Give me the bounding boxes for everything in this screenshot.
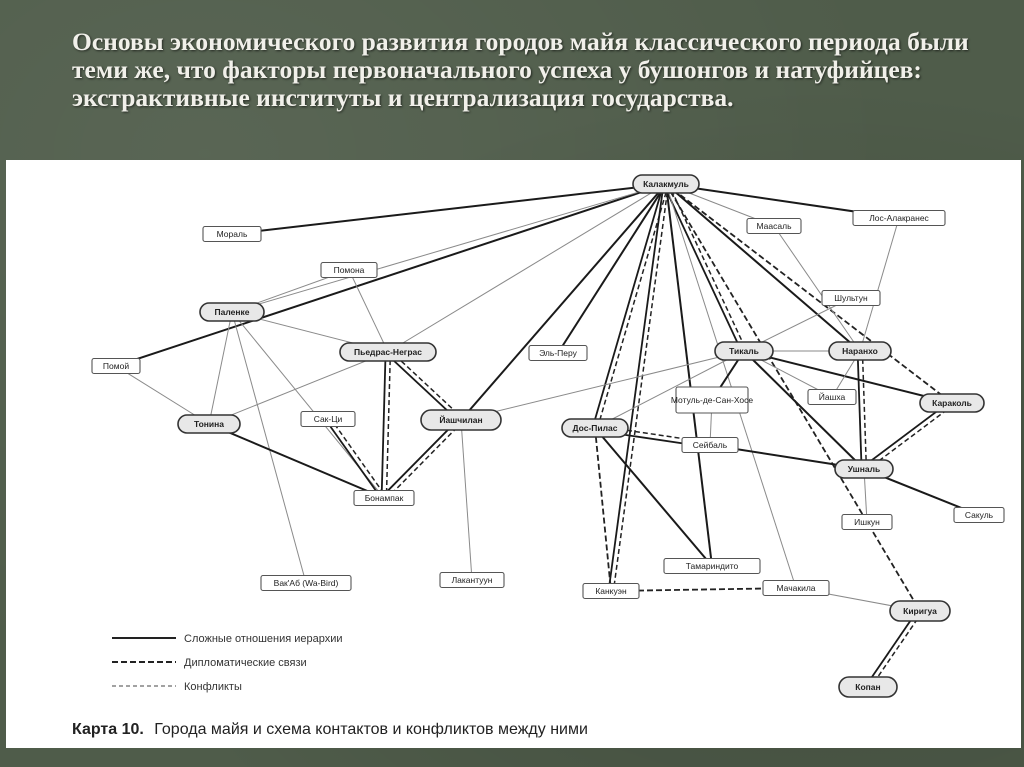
city-node-piedras <box>340 343 436 361</box>
relation-solid <box>558 184 666 353</box>
city-label: Вак'Аб (Wa-Bird) <box>273 578 339 588</box>
conflict-line <box>860 218 899 351</box>
city-node-yaxchilan <box>421 410 501 430</box>
diplomatic-line <box>595 428 611 591</box>
city-label: Мораль <box>216 229 248 239</box>
city-label: Караколь <box>932 398 972 408</box>
city-label: Мотуль-де-Сан-Хосе <box>670 395 754 405</box>
legend-label: Дипломатические связи <box>184 657 307 669</box>
city-node-yashha <box>808 390 856 405</box>
relation-solid <box>461 184 666 420</box>
city-node-ishkun <box>842 515 892 530</box>
relation-conflict <box>209 352 388 424</box>
city-label: Дос-Пилас <box>572 423 618 433</box>
hierarchy-line <box>558 184 666 353</box>
city-label: Копан <box>855 682 881 692</box>
caption-prefix: Карта 10. <box>72 721 144 738</box>
city-node-tamarindito <box>664 559 760 574</box>
relation-conflict <box>461 420 472 580</box>
relation-double <box>858 351 867 469</box>
slide-title: Основы экономического развития городов майя классического периода были теми же, что факторы первоначального успеха у бушонгов и натуфийцев: экстрактивные институты и централизация государства. <box>72 27 969 112</box>
relation-solid <box>666 184 712 566</box>
city-label: Киригуа <box>903 606 937 616</box>
hierarchy-line <box>744 351 864 469</box>
city-label: Сейбаль <box>692 440 728 450</box>
city-node-tonina <box>178 415 240 433</box>
city-node-bonampak <box>354 491 414 506</box>
city-label: Бонампак <box>364 493 404 503</box>
hierarchy-line <box>232 184 666 234</box>
relation-solid <box>744 351 864 469</box>
relation-lines <box>116 183 979 688</box>
city-label: Паленке <box>214 307 250 317</box>
diplomatic-line <box>613 184 668 591</box>
hierarchy-line <box>858 351 862 469</box>
city-node-kankuen <box>583 584 639 599</box>
city-label: Лос-Алакранес <box>869 213 929 223</box>
city-label: Ушналь <box>847 464 881 474</box>
city-label: Ишкун <box>854 517 880 527</box>
city-label: Шультун <box>834 293 868 303</box>
city-node-machakila <box>763 581 829 596</box>
city-node-sak-tsi <box>301 412 355 427</box>
diplomatic-line <box>862 351 866 469</box>
city-label: Йашчилан <box>439 415 483 425</box>
relation-double <box>593 183 669 428</box>
city-node-naranjo <box>829 342 891 360</box>
hierarchy-line <box>593 183 664 427</box>
city-label: Сак-Ци <box>313 414 343 424</box>
city-label: Лакантуун <box>451 575 493 585</box>
caption-text: Города майя и схема контактов и конфликтов между ними <box>154 721 588 738</box>
city-label: Пьедрас-Неграс <box>354 347 422 357</box>
hierarchy-line <box>326 420 382 499</box>
diplomatic-line <box>330 418 386 497</box>
relation-double <box>609 184 669 592</box>
relation-solid <box>209 424 384 498</box>
city-label: Сакуль <box>964 510 994 520</box>
city-label: Наранхо <box>842 346 878 356</box>
legend <box>112 633 343 693</box>
relation-solid <box>116 184 666 366</box>
city-node-el-peru <box>529 346 587 361</box>
city-node-ucanal <box>835 460 893 478</box>
city-label: Тамариндито <box>685 561 739 571</box>
maya-city-network-map <box>6 160 1021 748</box>
conflict-line <box>461 420 472 580</box>
legend-item-diplomatic <box>112 657 307 669</box>
hierarchy-line <box>209 424 384 498</box>
city-label: Калакмуль <box>643 179 689 189</box>
city-node-palenque <box>200 303 264 321</box>
city-label: Маасаль <box>756 221 792 231</box>
city-node-masal <box>747 219 801 234</box>
map-caption <box>72 721 588 738</box>
city-label: Мачакила <box>776 583 816 593</box>
city-node-moral <box>203 227 261 242</box>
city-node-tikal <box>715 342 773 360</box>
conflict-line <box>232 312 306 583</box>
city-node-shultun <box>822 291 880 306</box>
city-label: Тонина <box>193 419 225 429</box>
city-label: Помой <box>102 361 130 371</box>
city-node-pomona <box>321 263 377 278</box>
hierarchy-line <box>382 352 386 498</box>
relation-conflict <box>388 184 666 352</box>
hierarchy-line <box>116 184 666 366</box>
city-node-karakol <box>920 394 984 412</box>
legend-label: Конфликты <box>184 681 242 693</box>
city-node-los-alacranes <box>853 211 945 226</box>
city-node-kalakmul <box>633 175 699 193</box>
city-label: Йашха <box>818 392 846 402</box>
relation-conflict <box>232 312 306 583</box>
conflict-line <box>209 312 232 424</box>
city-nodes <box>92 175 1004 697</box>
city-label: Канкуэн <box>595 586 627 596</box>
conflict-line <box>388 184 666 352</box>
relation-conflict <box>860 218 899 351</box>
legend-item-hierarchy <box>112 633 343 645</box>
city-node-dos-pilas <box>562 419 628 437</box>
hierarchy-line <box>609 184 664 591</box>
network-diagram <box>6 160 1021 748</box>
city-node-sakul <box>954 508 1004 523</box>
conflict-line <box>232 184 666 312</box>
city-node-motul <box>671 387 754 413</box>
relation-double <box>382 352 391 498</box>
hierarchy-line <box>666 184 712 566</box>
relation-solid <box>232 184 666 234</box>
city-label: Тикаль <box>729 346 759 356</box>
city-label: Помона <box>333 265 365 275</box>
diplomatic-line <box>386 422 463 500</box>
city-node-lakantun <box>440 573 504 588</box>
city-label: Эль-Перу <box>539 348 577 358</box>
relation-conflict <box>666 184 796 588</box>
city-node-copan <box>839 677 897 697</box>
relation-conflict <box>232 184 666 312</box>
city-node-seibal <box>682 438 738 453</box>
relation-diplomatic <box>595 428 611 591</box>
city-node-wa-bird <box>261 576 351 591</box>
legend-label: Сложные отношения иерархии <box>184 633 343 645</box>
legend-item-conflict <box>112 681 242 693</box>
conflict-line <box>209 352 388 424</box>
city-node-pomoy <box>92 359 140 374</box>
conflict-line <box>666 184 796 588</box>
city-node-quirigua <box>890 601 950 621</box>
diplomatic-line <box>386 352 390 498</box>
relation-conflict <box>209 312 232 424</box>
hierarchy-line <box>461 184 666 420</box>
